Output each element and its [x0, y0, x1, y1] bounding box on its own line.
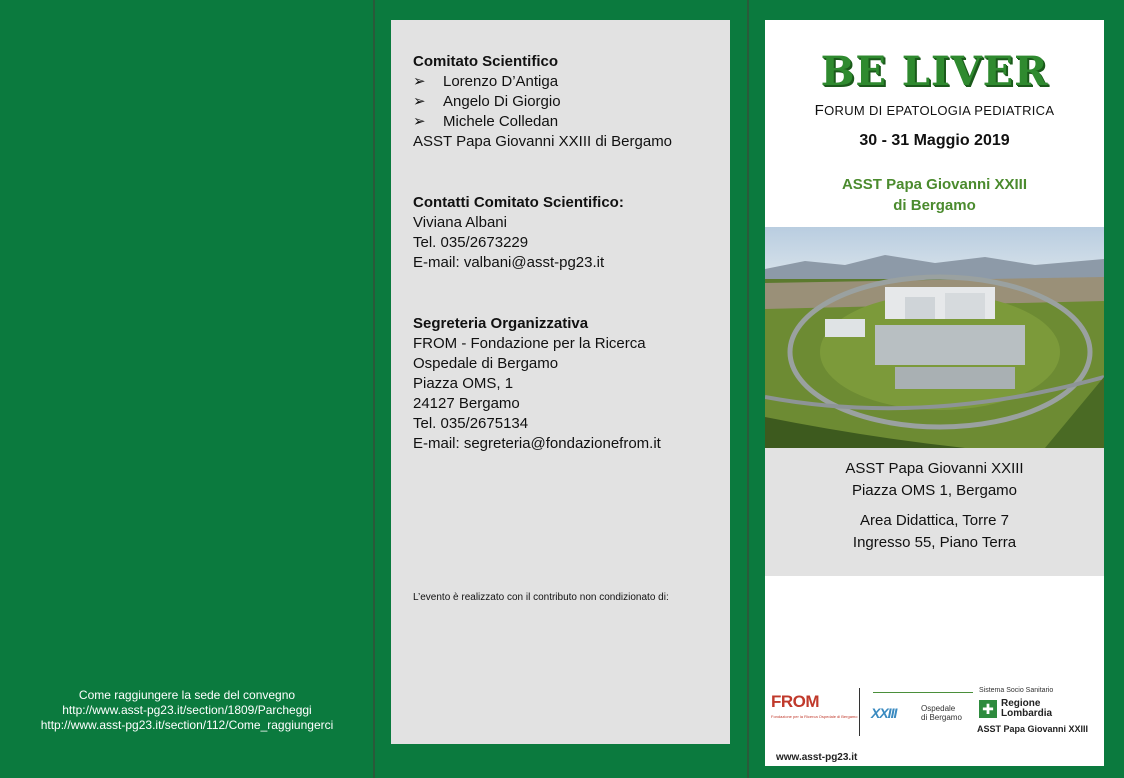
contact-email[interactable]: E-mail: valbani@asst-pg23.it [413, 254, 605, 271]
area-line: Area Didattica, Torre 7 [860, 512, 1009, 529]
hospital-logo-mark: XXIII [871, 705, 897, 721]
asst-label: ASST Papa Giovanni XXIII [977, 724, 1089, 734]
segreteria-title: Segreteria Organizzativa [413, 315, 589, 332]
contact-phone: Tel. 035/2673229 [413, 234, 529, 251]
comitato-section [413, 52, 718, 152]
from-logo: FROM Fondazione per la Ricerca Ospedale di Bergamo [771, 692, 858, 719]
segreteria-line: 24127 Bergamo [413, 395, 520, 412]
sponsor-note: L’evento è realizzato con il contributo non condizionato di: [413, 592, 669, 603]
segreteria-line: Piazza OMS, 1 [413, 375, 514, 392]
segreteria-email[interactable]: E-mail: segreteria@fondazionefrom.it [413, 435, 661, 452]
event-subtitle: FORUM DI EPATOLOGIA PEDIATRICA [814, 102, 1055, 119]
address-line: Piazza OMS 1, Bergamo [851, 482, 1018, 499]
fold-line-left [373, 0, 375, 778]
info-panel [391, 20, 730, 744]
segreteria-phone: Tel. 035/2675134 [413, 415, 529, 432]
address-box [765, 448, 1104, 576]
area-line: Ingresso 55, Piano Terra [852, 534, 1017, 551]
contatti-section [413, 193, 718, 273]
website-link[interactable]: www.asst-pg23.it [776, 752, 858, 763]
logo-separator [859, 688, 860, 736]
segreteria-section [413, 314, 718, 454]
sponsor-logos [765, 682, 1104, 742]
cover-panel [765, 20, 1104, 766]
fold-line-right [747, 0, 749, 778]
arrow-bullet-icon: ➢ [413, 73, 426, 90]
event-title: BE LIVER [820, 48, 1049, 95]
directions-heading: Come raggiungere la sede del convegno [78, 688, 296, 702]
directions-block [12, 688, 362, 733]
regione-cross-icon: ✚ [979, 700, 997, 718]
segreteria-line: FROM - Fondazione per la Ricerca [413, 335, 646, 352]
arrow-bullet-icon: ➢ [413, 93, 426, 110]
regione-lombardia-logo: ✚ Regione Lombardia [979, 699, 1052, 719]
arrow-bullet-icon: ➢ [413, 113, 426, 130]
event-venue: ASST Papa Giovanni XXIII di Bergamo [841, 176, 1028, 214]
event-dates: 30 - 31 Maggio 2019 [859, 132, 1010, 149]
member-item: ➢ Angelo Di Giorgio [413, 93, 561, 110]
member-item: ➢ Lorenzo D’Antiga [413, 73, 559, 90]
directions-link[interactable]: http://www.asst-pg23.it/section/112/Come_raggiungerci [40, 718, 334, 732]
comitato-org: ASST Papa Giovanni XXIII di Bergamo [413, 133, 673, 150]
member-item: ➢ Michele Colledan [413, 113, 559, 130]
ssr-rule [873, 692, 973, 693]
contatti-title: Contatti Comitato Scientifico: [413, 194, 624, 211]
contact-name: Viviana Albani [413, 214, 507, 231]
ssr-label: Sistema Socio Sanitario [979, 687, 1054, 694]
segreteria-line: Ospedale di Bergamo [413, 355, 559, 372]
comitato-title: Comitato Scientifico [413, 53, 559, 70]
hospital-logo-text: Ospedale di Bergamo [921, 704, 962, 722]
hospital-aerial-photo [765, 227, 1104, 448]
parking-link[interactable]: http://www.asst-pg23.it/section/1809/Parcheggi [62, 703, 312, 717]
address-line: ASST Papa Giovanni XXIII [845, 460, 1024, 477]
